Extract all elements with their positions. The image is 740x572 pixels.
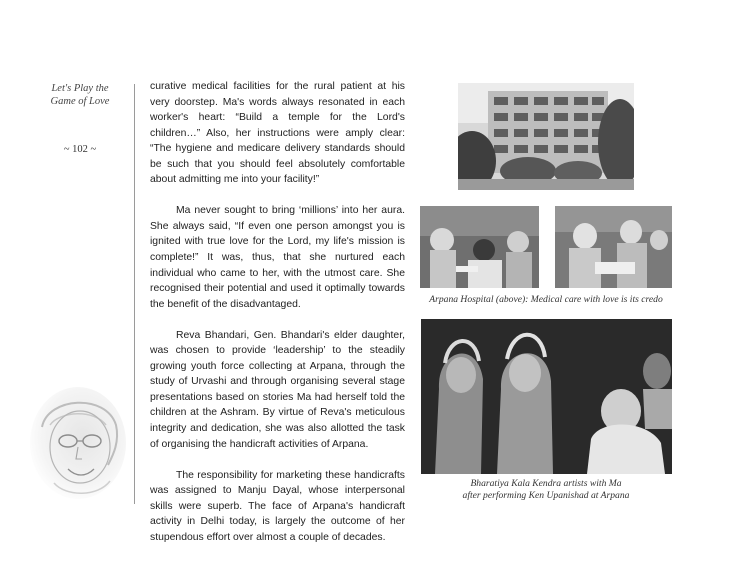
dancers-caption-line-2: after performing Ken Upanishad at Arpana [462, 490, 630, 501]
running-title: Let's Play the Game of Love [50, 83, 110, 107]
dancers-caption [420, 478, 672, 502]
vertical-rule [134, 84, 135, 504]
surgery-photo-left [420, 206, 539, 288]
hospital-building-photo [458, 83, 634, 190]
paragraph: curative medical facilities for the rural patient at his very doorstep. Ma's words always resonated in each worker's heart: “Build a temple for the Lord's children…” Also, her instructions were amply clear: “The hygiene and medicare delivery standards should be such that you should feel absolutely comfortable about admitting me into your facility!” [150, 81, 405, 186]
paragraph: Reva Bhandari, Gen. Bhandari's elder daughter, was chosen to provide ‘leadership’ to the steadily growing youth force collecting at Arpana, through the study of Urvashi and through organising several stage presentations based on stories Ma had herself told the children at the Ashram. By virtue of Reva's meticulous integrity and dedication, she was also allotted the task of organising the handicraft activities of Arpana. [150, 329, 405, 450]
body-text [150, 79, 405, 561]
paragraph: The responsibility for marketing these handicrafts was assigned to Manju Dayal, whose interpersonal skills were superb. The face of Arpana's handicraft activity in Delhi today, is largely the outcome of her stupendous effort over almost a couple of decades. [150, 469, 405, 543]
hospital-caption: Arpana Hospital (above): Medical care with love is its credo [429, 294, 663, 305]
paragraph: Ma never sought to bring ‘millions’ into her aura. She always said, “If even one person amongst you is ignited with true love for the Lord, my life's mission is complete!” It was, thus, that she nurtured each individual who came to her, with the utmost care. She recognised their potential and used it optimally towards the benefit of the disadvantaged. [150, 205, 405, 310]
dancers-photo [421, 319, 672, 474]
sidebar [40, 82, 120, 155]
surgery-photo-right [555, 206, 672, 288]
page-number: ~ 102 ~ [63, 144, 97, 155]
portrait-sketch [20, 385, 130, 505]
dancers-caption-line-1: Bharatiya Kala Kendra artists with Ma [470, 478, 622, 489]
